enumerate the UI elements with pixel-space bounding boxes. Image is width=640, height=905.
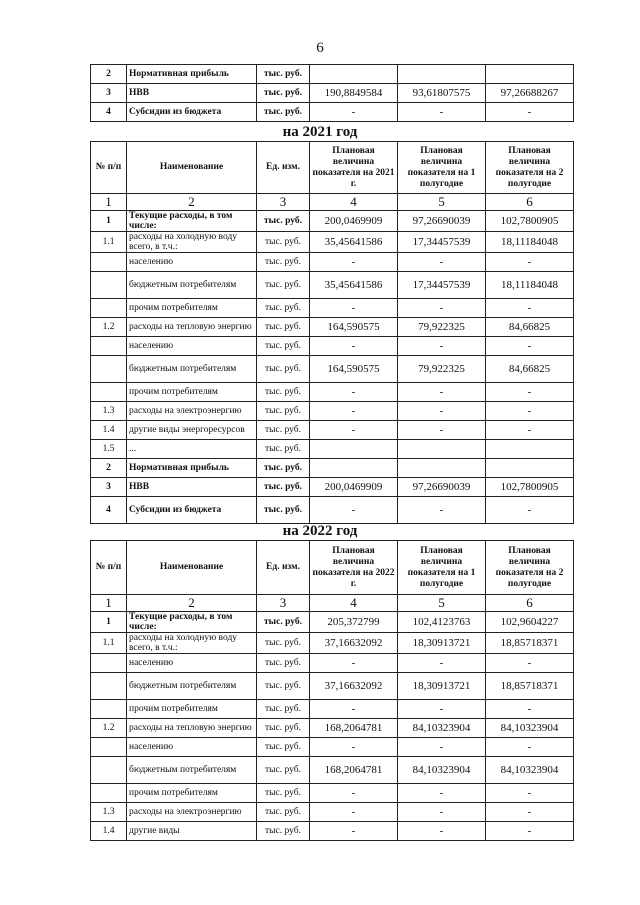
table-row (91, 421, 574, 440)
table-row (91, 612, 574, 633)
row-value-h2: - (486, 497, 574, 524)
row-number: 1.2 (91, 318, 127, 337)
page-number: 6 (316, 40, 324, 56)
table-row (91, 459, 574, 478)
row-unit: тыс. руб. (257, 440, 310, 459)
header-unit: Ед. изм. (257, 541, 310, 595)
row-value-h2: 18,85718371 (486, 633, 574, 654)
index-cell: 3 (257, 194, 310, 211)
row-value-h2: - (486, 421, 574, 440)
row-value-total: - (310, 421, 398, 440)
row-value-total: 200,0469909 (310, 478, 398, 497)
row-number (91, 757, 127, 784)
row-unit: тыс. руб. (257, 232, 310, 253)
row-value-total: 164,590575 (310, 318, 398, 337)
row-value-h1: - (398, 421, 486, 440)
row-unit: тыс. руб. (257, 673, 310, 700)
row-unit: тыс. руб. (257, 253, 310, 272)
table-row (91, 299, 574, 318)
row-unit: тыс. руб. (257, 337, 310, 356)
row-unit: тыс. руб. (257, 421, 310, 440)
row-name: прочим потребителям (127, 383, 257, 402)
row-number: 1.4 (91, 822, 127, 841)
row-number (91, 383, 127, 402)
row-name: прочим потребителям (127, 784, 257, 803)
row-unit: тыс. руб. (257, 497, 310, 524)
row-value-total: - (310, 103, 398, 122)
row-value-total: - (310, 402, 398, 421)
row-unit: тыс. руб. (257, 65, 310, 84)
table-row (91, 478, 574, 497)
table-row (91, 84, 574, 103)
row-value-total: 168,2064781 (310, 757, 398, 784)
table-2022 (90, 540, 574, 841)
row-value-h1: 97,26690039 (398, 478, 486, 497)
row-unit: тыс. руб. (257, 84, 310, 103)
row-value-h2: 102,7800905 (486, 211, 574, 232)
row-name: другие виды энергоресурсов (127, 421, 257, 440)
header-col6: Плановая величина показателя на 2 полугодие (486, 142, 574, 194)
row-value-h1: - (398, 803, 486, 822)
row-value-h1: 102,4123763 (398, 612, 486, 633)
row-unit: тыс. руб. (257, 738, 310, 757)
row-value-h2: - (486, 700, 574, 719)
row-value-total: 200,0469909 (310, 211, 398, 232)
row-value-h1: 79,922325 (398, 356, 486, 383)
row-value-total: - (310, 497, 398, 524)
header-name: Наименование (127, 142, 257, 194)
row-name: расходы на холодную воду всего, в т.ч.: (127, 232, 257, 253)
row-value-total: - (310, 738, 398, 757)
row-value-h2: - (486, 337, 574, 356)
row-value-total: 37,16632092 (310, 673, 398, 700)
row-value-h2: - (486, 383, 574, 402)
row-value-h2: - (486, 822, 574, 841)
row-value-h1: - (398, 700, 486, 719)
row-name: НВВ (127, 84, 257, 103)
row-number: 1.3 (91, 402, 127, 421)
row-name: прочим потребителям (127, 700, 257, 719)
row-value-total: 164,590575 (310, 356, 398, 383)
row-value-h2: 97,26688267 (486, 84, 574, 103)
row-value-h1: 17,34457539 (398, 232, 486, 253)
row-name: населению (127, 654, 257, 673)
row-value-h1: 79,922325 (398, 318, 486, 337)
index-cell: 5 (398, 595, 486, 612)
row-value-total: - (310, 383, 398, 402)
header-col5: Плановая величина показателя на 1 полугодие (398, 541, 486, 595)
row-value-total (310, 65, 398, 84)
header-num: № п/п (91, 142, 127, 194)
row-number (91, 356, 127, 383)
index-cell: 5 (398, 194, 486, 211)
table-row (91, 757, 574, 784)
row-name: расходы на тепловую энергию (127, 719, 257, 738)
row-number (91, 299, 127, 318)
row-value-h2: - (486, 103, 574, 122)
header-col6: Плановая величина показателя на 2 полугодие (486, 541, 574, 595)
table-row (91, 337, 574, 356)
row-value-total: - (310, 299, 398, 318)
table-row (91, 402, 574, 421)
row-name: расходы на холодную воду всего, в т.ч.: (127, 633, 257, 654)
row-value-h1: 84,10323904 (398, 757, 486, 784)
header-row (91, 142, 574, 194)
row-value-total: - (310, 803, 398, 822)
row-name: другие виды (127, 822, 257, 841)
row-value-h1: - (398, 822, 486, 841)
row-value-total: 168,2064781 (310, 719, 398, 738)
row-unit: тыс. руб. (257, 402, 310, 421)
row-number: 1 (91, 612, 127, 633)
row-value-h1: 17,34457539 (398, 272, 486, 299)
row-number: 2 (91, 459, 127, 478)
table-row (91, 654, 574, 673)
row-value-total: 35,45641586 (310, 272, 398, 299)
header-col4: Плановая величина показателя на 2022 г. (310, 541, 398, 595)
row-number: 1.5 (91, 440, 127, 459)
row-value-h1 (398, 440, 486, 459)
row-value-total: - (310, 822, 398, 841)
index-cell: 4 (310, 595, 398, 612)
row-number: 1 (91, 211, 127, 232)
table-row (91, 497, 574, 524)
row-name: расходы на электроэнергию (127, 402, 257, 421)
row-unit: тыс. руб. (257, 784, 310, 803)
row-value-h1: - (398, 784, 486, 803)
row-value-h2: - (486, 402, 574, 421)
row-unit: тыс. руб. (257, 478, 310, 497)
row-unit: тыс. руб. (257, 459, 310, 478)
row-number (91, 738, 127, 757)
row-number: 3 (91, 478, 127, 497)
table-row (91, 253, 574, 272)
row-value-h1: 18,30913721 (398, 633, 486, 654)
row-name: Субсидии из бюджета (127, 497, 257, 524)
index-row (91, 194, 574, 211)
table-row (91, 700, 574, 719)
table-row (91, 272, 574, 299)
table-row (91, 440, 574, 459)
row-name: населению (127, 738, 257, 757)
row-number: 2 (91, 65, 127, 84)
table-row (91, 232, 574, 253)
row-value-h1: - (398, 299, 486, 318)
row-unit: тыс. руб. (257, 383, 310, 402)
row-unit: тыс. руб. (257, 700, 310, 719)
header-col4: Плановая величина показателя на 2021 г. (310, 142, 398, 194)
table-row (91, 211, 574, 232)
row-value-h2: 18,85718371 (486, 673, 574, 700)
header-col5: Плановая величина показателя на 1 полугодие (398, 142, 486, 194)
row-number (91, 784, 127, 803)
row-unit: тыс. руб. (257, 318, 310, 337)
row-number: 1.2 (91, 719, 127, 738)
row-value-h1: - (398, 497, 486, 524)
row-value-h2: - (486, 784, 574, 803)
row-value-h2 (486, 440, 574, 459)
row-number: 1.4 (91, 421, 127, 440)
row-name: Субсидии из бюджета (127, 103, 257, 122)
row-number (91, 272, 127, 299)
row-number: 3 (91, 84, 127, 103)
index-cell: 2 (127, 194, 257, 211)
row-value-h2: - (486, 654, 574, 673)
row-value-h1 (398, 459, 486, 478)
row-value-h1: 18,30913721 (398, 673, 486, 700)
row-unit: тыс. руб. (257, 757, 310, 784)
row-name: расходы на электроэнергию (127, 803, 257, 822)
table-row (91, 803, 574, 822)
table-row (91, 822, 574, 841)
table-row (91, 738, 574, 757)
row-unit: тыс. руб. (257, 633, 310, 654)
row-name: бюджетным потребителям (127, 356, 257, 383)
row-name: бюджетным потребителям (127, 272, 257, 299)
row-unit: тыс. руб. (257, 803, 310, 822)
table-row (91, 103, 574, 122)
row-value-h2: 102,9604227 (486, 612, 574, 633)
section-2021-title: на 2021 год (282, 124, 358, 140)
row-value-h1 (398, 65, 486, 84)
header-row (91, 541, 574, 595)
row-value-total (310, 440, 398, 459)
row-value-h2: 18,11184048 (486, 232, 574, 253)
row-number: 4 (91, 497, 127, 524)
index-cell: 6 (486, 194, 574, 211)
header-num: № п/п (91, 541, 127, 595)
row-value-total: - (310, 654, 398, 673)
row-unit: тыс. руб. (257, 356, 310, 383)
row-unit: тыс. руб. (257, 654, 310, 673)
row-value-total: - (310, 700, 398, 719)
row-value-h1: - (398, 654, 486, 673)
row-value-h1: - (398, 337, 486, 356)
row-value-h2 (486, 459, 574, 478)
index-cell: 1 (91, 595, 127, 612)
table-row (91, 356, 574, 383)
row-value-total (310, 459, 398, 478)
row-number (91, 654, 127, 673)
index-cell: 4 (310, 194, 398, 211)
row-value-h2: 84,66825 (486, 356, 574, 383)
index-cell: 1 (91, 194, 127, 211)
table-row (91, 673, 574, 700)
row-name: ... (127, 440, 257, 459)
row-value-h2: - (486, 803, 574, 822)
row-value-h1: - (398, 253, 486, 272)
row-number (91, 253, 127, 272)
continuation-table (90, 64, 574, 122)
row-value-h1: - (398, 402, 486, 421)
table-row (91, 719, 574, 738)
row-name: населению (127, 337, 257, 356)
row-unit: тыс. руб. (257, 272, 310, 299)
table-row (91, 784, 574, 803)
row-value-total: 190,8849584 (310, 84, 398, 103)
row-value-total: 35,45641586 (310, 232, 398, 253)
table-row (91, 65, 574, 84)
row-number (91, 337, 127, 356)
row-unit: тыс. руб. (257, 719, 310, 738)
row-number: 1.3 (91, 803, 127, 822)
row-value-total: - (310, 253, 398, 272)
row-value-h1: 93,61807575 (398, 84, 486, 103)
row-name: Нормативная прибыль (127, 65, 257, 84)
header-unit: Ед. изм. (257, 142, 310, 194)
row-value-h2: - (486, 253, 574, 272)
row-name: Текущие расходы, в том числе: (127, 612, 257, 633)
row-value-h1: - (398, 738, 486, 757)
row-value-h2: 84,66825 (486, 318, 574, 337)
row-value-h1: - (398, 383, 486, 402)
row-number: 4 (91, 103, 127, 122)
row-value-h2 (486, 65, 574, 84)
row-name: бюджетным потребителям (127, 673, 257, 700)
row-name: Нормативная прибыль (127, 459, 257, 478)
row-name: расходы на тепловую энергию (127, 318, 257, 337)
table-2021 (90, 141, 574, 524)
table-row (91, 633, 574, 654)
row-number (91, 673, 127, 700)
section-2022-title: на 2022 год (282, 523, 358, 539)
row-value-total: 205,372799 (310, 612, 398, 633)
row-value-h2: 18,11184048 (486, 272, 574, 299)
row-value-h1: 84,10323904 (398, 719, 486, 738)
row-name: прочим потребителям (127, 299, 257, 318)
row-number (91, 700, 127, 719)
row-value-h2: 84,10323904 (486, 719, 574, 738)
row-number: 1.1 (91, 633, 127, 654)
row-value-h2: - (486, 299, 574, 318)
row-unit: тыс. руб. (257, 211, 310, 232)
row-name: населению (127, 253, 257, 272)
index-cell: 3 (257, 595, 310, 612)
row-unit: тыс. руб. (257, 299, 310, 318)
table-row (91, 383, 574, 402)
row-value-h2: 84,10323904 (486, 757, 574, 784)
row-value-total: - (310, 784, 398, 803)
row-value-total: - (310, 337, 398, 356)
row-name: НВВ (127, 478, 257, 497)
row-unit: тыс. руб. (257, 612, 310, 633)
row-value-h2: - (486, 738, 574, 757)
table-row (91, 318, 574, 337)
index-row (91, 595, 574, 612)
row-value-total: 37,16632092 (310, 633, 398, 654)
row-value-h1: - (398, 103, 486, 122)
row-number: 1.1 (91, 232, 127, 253)
row-value-h2: 102,7800905 (486, 478, 574, 497)
row-name: Текущие расходы, в том числе: (127, 211, 257, 232)
row-unit: тыс. руб. (257, 822, 310, 841)
header-name: Наименование (127, 541, 257, 595)
row-unit: тыс. руб. (257, 103, 310, 122)
row-value-h1: 97,26690039 (398, 211, 486, 232)
index-cell: 6 (486, 595, 574, 612)
row-name: бюджетным потребителям (127, 757, 257, 784)
index-cell: 2 (127, 595, 257, 612)
